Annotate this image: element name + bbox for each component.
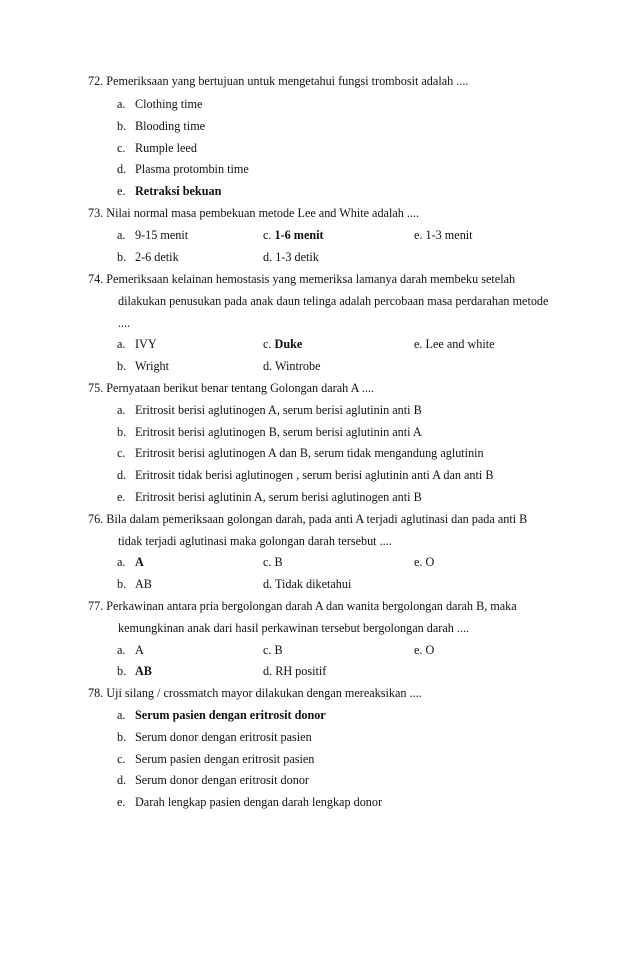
option-text: Serum donor dengan eritrosit donor — [135, 773, 309, 787]
question-76-line-2: tidak terjadi aglutinasi maka golongan darah tersebut .... — [118, 534, 392, 548]
option-text-answer: Serum pasien dengan eritrosit donor — [135, 708, 326, 722]
option-text: Serum donor dengan eritrosit pasien — [135, 730, 312, 744]
option-c: c. Duke — [263, 337, 303, 351]
option-e: e. O — [414, 555, 435, 569]
option-letter: e. — [117, 184, 126, 198]
option-letter: e. — [117, 490, 126, 504]
option-text: Eritrosit berisi aglutinogen A dan B, serum tidak mengandung aglutinin — [135, 446, 484, 460]
question-74-line-3: .... — [118, 316, 131, 330]
option-letter: a. — [117, 708, 126, 722]
option-text: Eritrosit tidak berisi aglutinogen , serum berisi aglutinin anti A dan anti B — [135, 468, 494, 482]
option-letter: b. — [117, 359, 127, 373]
question-76: 76. Bila dalam pemeriksaan golongan darah, pada anti A terjadi aglutinasi dan pada anti B — [88, 512, 528, 526]
option-text: Darah lengkap pasien dengan darah lengkap donor — [135, 795, 383, 809]
option-letter: a. — [117, 555, 126, 569]
option-text: AB — [135, 577, 152, 591]
option-letter: a. — [117, 403, 126, 417]
option-text-answer: A — [135, 555, 144, 569]
option-text-answer: Retraksi bekuan — [135, 184, 222, 198]
question-73: 73. Nilai normal masa pembekuan metode Lee and White adalah .... — [88, 206, 420, 220]
option-text: Plasma protombin time — [135, 162, 249, 176]
option-text: 2-6 detik — [135, 250, 179, 264]
option-text: 9-15 menit — [135, 228, 189, 242]
option-text: Eritrosit berisi aglutinogen A, serum berisi aglutinin anti B — [135, 403, 422, 417]
option-letter: b. — [117, 664, 127, 678]
option-letter: b. — [117, 250, 127, 264]
question-74: 74. Pemeriksaan kelainan hemostasis yang memeriksa lamanya darah membeku setelah — [88, 272, 516, 286]
option-e: e. Lee and white — [414, 337, 495, 351]
question-78: 78. Uji silang / crossmatch mayor dilakukan dengan mereaksikan .... — [88, 686, 422, 700]
option-text: Rumple leed — [135, 141, 197, 155]
option-letter: a. — [117, 228, 126, 242]
option-d: d. 1-3 detik — [263, 250, 319, 264]
option-d: d. RH positif — [263, 664, 327, 678]
question-72: 72. Pemeriksaan yang bertujuan untuk mengetahui fungsi trombosit adalah .... — [88, 74, 469, 88]
option-letter: a. — [117, 97, 126, 111]
option-letter: b. — [117, 425, 127, 439]
option-letter: b. — [117, 119, 127, 133]
option-e: e. 1-3 menit — [414, 228, 473, 242]
option-c: c. 1-6 menit — [263, 228, 324, 242]
option-text: Wright — [135, 359, 170, 373]
option-d: d. Wintrobe — [263, 359, 321, 373]
option-letter: c. — [117, 141, 126, 155]
question-74-line-2: dilakukan penusukan pada anak daun telinga adalah percobaan masa perdarahan metode — [118, 294, 549, 308]
option-letter: e. — [117, 795, 126, 809]
option-letter: b. — [117, 730, 127, 744]
option-letter: d. — [117, 468, 127, 482]
option-text: Serum pasien dengan eritrosit pasien — [135, 752, 315, 766]
option-d: d. Tidak diketahui — [263, 577, 352, 591]
question-75: 75. Pernyataan berikut benar tentang Golongan darah A .... — [88, 381, 374, 395]
option-text: Eritrosit berisi aglutinogen B, serum berisi aglutinin anti A — [135, 425, 422, 439]
option-letter: b. — [117, 577, 127, 591]
option-letter: d. — [117, 162, 127, 176]
option-text: Blooding time — [135, 119, 206, 133]
option-letter: a. — [117, 643, 126, 657]
question-77: 77. Perkawinan antara pria bergolongan darah A dan wanita bergolongan darah B, maka — [88, 599, 517, 613]
option-letter: c. — [117, 446, 126, 460]
option-letter: d. — [117, 773, 127, 787]
option-text: A — [135, 643, 144, 657]
option-text-answer: AB — [135, 664, 152, 678]
question-77-line-2: kemungkinan anak dari hasil perkawinan tersebut bergolongan darah .... — [118, 621, 470, 635]
option-c: c. B — [263, 643, 283, 657]
option-letter: a. — [117, 337, 126, 351]
option-c: c. B — [263, 555, 283, 569]
option-text: Eritrosit berisi aglutinin A, serum berisi aglutinogen anti B — [135, 490, 422, 504]
option-text: Clothing time — [135, 97, 203, 111]
option-letter: c. — [117, 752, 126, 766]
option-e: e. O — [414, 643, 435, 657]
option-text: IVY — [135, 337, 157, 351]
